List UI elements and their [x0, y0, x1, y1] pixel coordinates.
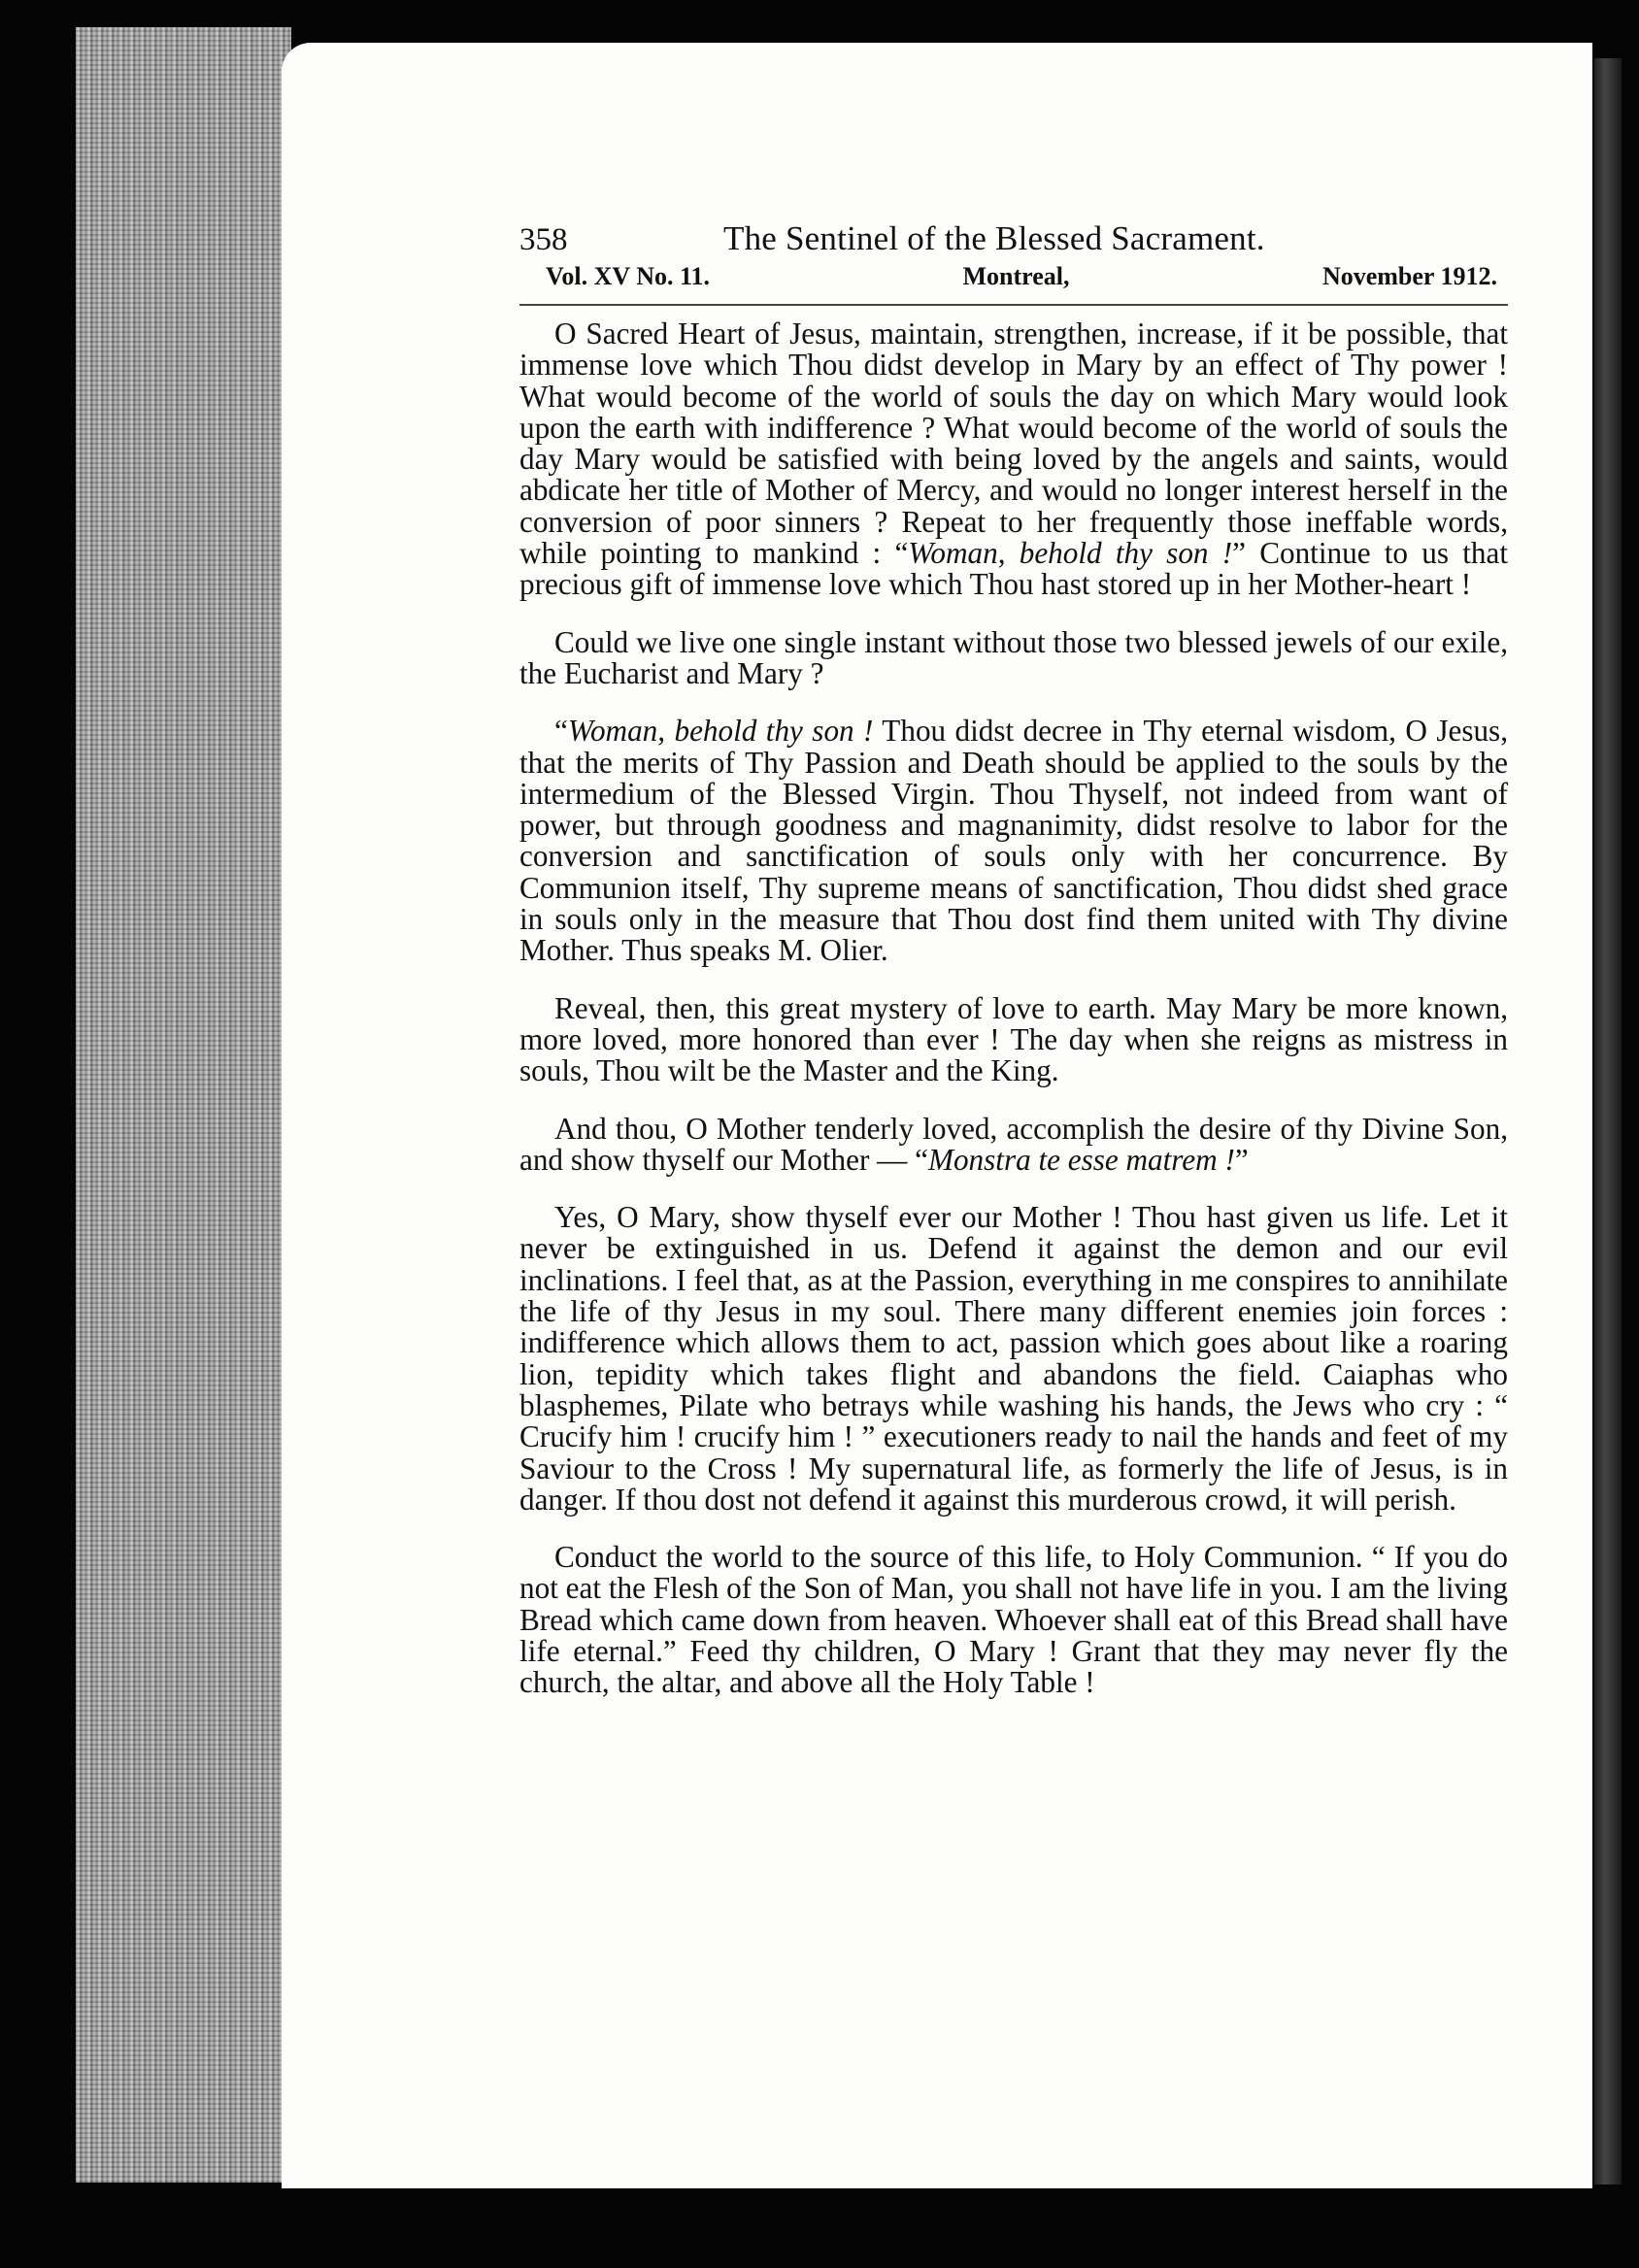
paragraph	[519, 1542, 1508, 1698]
text-run: Thou didst decree in Thy eternal wisdom, O Jesus, that the merits of Thy Passion and Death should be applied to the souls by the intermedium of the Blessed Virgin. Thou Thyself, not indeed from want of power, but through goodness and magnanimity, didst resolve to labor for the conversion and sanctification of souls only with her concurrence. By Communion itself, Thy supreme means of sanctification, Thou didst shed grace in souls only in the measure that Thou dost find them united with Thy divine Mother. Thus speaks M. Olier.	[519, 714, 1508, 968]
text-run: “	[554, 714, 568, 749]
issue-date: November 1912.	[1321, 262, 1497, 290]
journal-title: The Sentinel of the Blessed Sacrament.	[723, 219, 1265, 257]
paragraph	[519, 318, 1508, 601]
text-run: And thou, O Mother tenderly loved, accomplish the desire of thy Divine Son, and show thyself our Mother — “	[519, 1111, 1508, 1177]
volume-number: Vol. XV No. 11.	[546, 262, 711, 290]
page-number: 358	[519, 222, 568, 257]
paragraph	[519, 716, 1508, 966]
text-run: Could we live one single instant without those two blessed jewels of our exile, the Eucharist and Mary ?	[519, 624, 1508, 690]
paragraph	[519, 1202, 1508, 1516]
text-run: Reveal, then, this great mystery of love to earth. May Mary be more known, more loved, more honored than ever ! The day when she reigns as mistress in souls, Thou wilt be the Master and the King.	[519, 990, 1508, 1088]
book-page-edges	[76, 27, 291, 2183]
text-run: ” Continue to us that precious gift of immense love which Thou hast stored up in her Mother-heart !	[519, 536, 1508, 602]
issue-line	[546, 262, 1497, 301]
paragraph	[519, 624, 1508, 690]
facing-page-edge	[1594, 58, 1622, 2185]
text-run: ”	[1234, 1142, 1249, 1177]
italic-quote: Monstra te esse matrem !	[927, 1142, 1235, 1177]
running-header	[519, 219, 1500, 268]
paragraph	[519, 990, 1508, 1088]
text-run: O Sacred Heart of Jesus, maintain, strengthen, increase, if it be possible, that immense love which Thou didst develop in Mary by an effect of Thy power ! What would become of the world of souls the day on which Mary would look upon the earth with indifference ? What would become of the world of souls the day Mary would be satisfied with being loved by the angels and saints, would abdicate her title of Mother of Mercy, and would no longer interest herself in the conversion of poor sinners ? Repeat to her frequently those ineffable words, while pointing to mankind : “	[519, 317, 1508, 571]
italic-quote: Woman, behold thy son !	[567, 714, 874, 749]
italic-quote: Woman, behold thy son !	[908, 536, 1233, 571]
text-run: Conduct the world to the source of this life, to Holy Communion. “ If you do not eat the Flesh of the Son of Man, you shall not have life in you. I am the living Bread which came down from heaven. Whoever shall eat of this Bread shall have life eternal.” Feed thy children, O Mary ! Grant that they may never fly the church, the altar, and above all the Holy Table !	[519, 1540, 1508, 1700]
paragraph	[519, 1111, 1508, 1177]
header-rule	[519, 304, 1508, 306]
text-run: Yes, O Mary, show thyself ever our Mother ! Thou hast given us life. Let it never be extinguished in us. Defend it against the demon and our evil inclinations. I feel that, as at the Passion, everything in me conspires to annihilate the life of thy Jesus in my soul. There many different enemies join forces : indifference which allows them to act, passion which goes about like a roaring lion, tepidity which takes flight and abandons the field. Caiaphas who blasphemes, Pilate who betrays while washing his hands, the Jews who cry : “ Crucify him ! crucify him ! ” executioners ready to nail the hands and feet of my Saviour to the Cross ! My supernatural life, as formerly the life of Jesus, is in danger. If thou dost not defend it against this murderous crowd, it will perish.	[519, 1200, 1508, 1517]
article-body	[519, 318, 1508, 1725]
publication-city: Montreal,	[962, 262, 1070, 290]
